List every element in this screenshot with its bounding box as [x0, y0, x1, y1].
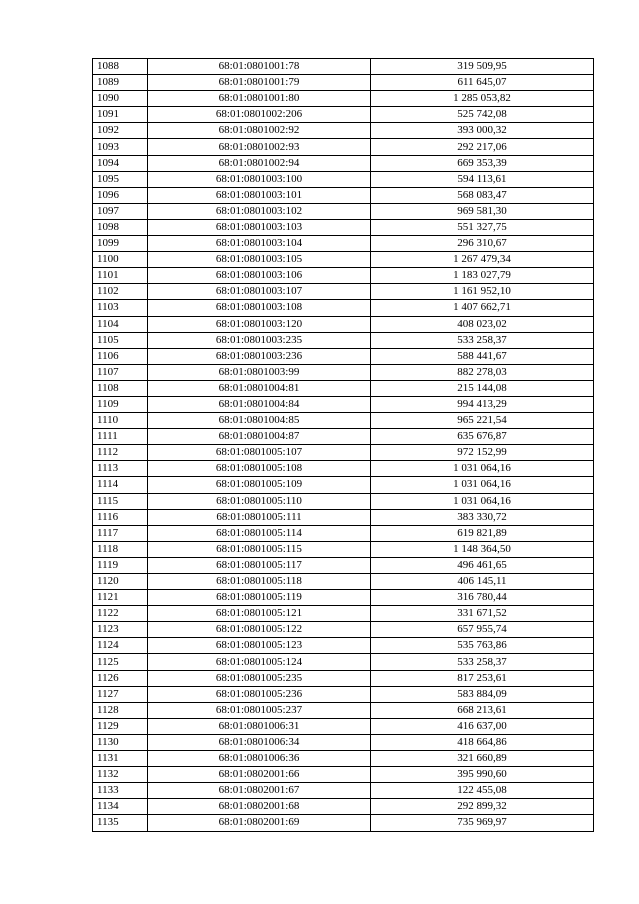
cadastral-number-cell: 68:01:0801003:235 — [148, 332, 371, 348]
table-row — [93, 268, 594, 284]
cadastral-number-cell: 68:01:0801003:120 — [148, 316, 371, 332]
table-row — [93, 541, 594, 557]
row-number-cell: 1111 — [93, 429, 148, 445]
row-number-cell: 1109 — [93, 396, 148, 412]
cadastral-number-cell: 68:01:0801003:102 — [148, 203, 371, 219]
row-number-cell: 1126 — [93, 670, 148, 686]
cadastral-value-cell: 383 330,72 — [371, 509, 594, 525]
cadastral-number-cell: 68:01:0801004:84 — [148, 396, 371, 412]
table-row — [93, 557, 594, 573]
table-row — [93, 300, 594, 316]
row-number-cell: 1096 — [93, 187, 148, 203]
table-row — [93, 155, 594, 171]
table-body — [93, 59, 594, 832]
table-row — [93, 171, 594, 187]
cadastral-number-cell: 68:01:0801005:114 — [148, 525, 371, 541]
row-number-cell: 1103 — [93, 300, 148, 316]
table-row — [93, 509, 594, 525]
table-row — [93, 219, 594, 235]
cadastral-number-cell: 68:01:0802001:66 — [148, 767, 371, 783]
row-number-cell: 1104 — [93, 316, 148, 332]
table-row — [93, 477, 594, 493]
cadastral-number-cell: 68:01:0801005:124 — [148, 654, 371, 670]
row-number-cell: 1090 — [93, 91, 148, 107]
cadastral-value-cell: 657 955,74 — [371, 622, 594, 638]
table-row — [93, 767, 594, 783]
cadastral-value-cell: 588 441,67 — [371, 348, 594, 364]
table-row — [93, 396, 594, 412]
cadastral-value-cell: 965 221,54 — [371, 413, 594, 429]
cadastral-value-cell: 525 742,08 — [371, 107, 594, 123]
cadastral-value-cell: 292 899,32 — [371, 799, 594, 815]
cadastral-number-cell: 68:01:0801003:101 — [148, 187, 371, 203]
row-number-cell: 1101 — [93, 268, 148, 284]
table-row — [93, 654, 594, 670]
cadastral-number-cell: 68:01:0801002:94 — [148, 155, 371, 171]
row-number-cell: 1115 — [93, 493, 148, 509]
table-row — [93, 734, 594, 750]
row-number-cell: 1128 — [93, 702, 148, 718]
cadastral-value-cell: 735 969,97 — [371, 815, 594, 831]
cadastral-value-cell: 568 083,47 — [371, 187, 594, 203]
cadastral-number-cell: 68:01:0801003:106 — [148, 268, 371, 284]
cadastral-value-cell: 292 217,06 — [371, 139, 594, 155]
row-number-cell: 1120 — [93, 574, 148, 590]
table-row — [93, 75, 594, 91]
cadastral-number-cell: 68:01:0801005:123 — [148, 638, 371, 654]
row-number-cell: 1112 — [93, 445, 148, 461]
row-number-cell: 1132 — [93, 767, 148, 783]
cadastral-number-cell: 68:01:0802001:69 — [148, 815, 371, 831]
row-number-cell: 1089 — [93, 75, 148, 91]
cadastral-number-cell: 68:01:0801005:236 — [148, 686, 371, 702]
cadastral-number-cell: 68:01:0801005:235 — [148, 670, 371, 686]
cadastral-value-cell: 408 023,02 — [371, 316, 594, 332]
table-row — [93, 429, 594, 445]
table-row — [93, 815, 594, 831]
cadastral-number-cell: 68:01:0801001:80 — [148, 91, 371, 107]
cadastral-value-cell: 416 637,00 — [371, 718, 594, 734]
cadastral-number-cell: 68:01:0801005:122 — [148, 622, 371, 638]
cadastral-value-cell: 668 213,61 — [371, 702, 594, 718]
cadastral-value-cell: 406 145,11 — [371, 574, 594, 590]
cadastral-value-cell: 1 031 064,16 — [371, 461, 594, 477]
cadastral-value-cell: 533 258,37 — [371, 654, 594, 670]
cadastral-number-cell: 68:01:0801002:93 — [148, 139, 371, 155]
table-row — [93, 638, 594, 654]
cadastral-number-cell: 68:01:0801003:108 — [148, 300, 371, 316]
row-number-cell: 1088 — [93, 59, 148, 75]
table-row — [93, 252, 594, 268]
cadastral-number-cell: 68:01:0801005:119 — [148, 590, 371, 606]
cadastral-value-cell: 1 407 662,71 — [371, 300, 594, 316]
cadastral-number-cell: 68:01:0801006:34 — [148, 734, 371, 750]
cadastral-number-cell: 68:01:0801003:105 — [148, 252, 371, 268]
cadastral-value-cell: 331 671,52 — [371, 606, 594, 622]
cadastral-value-cell: 316 780,44 — [371, 590, 594, 606]
table-row — [93, 751, 594, 767]
table-row — [93, 799, 594, 815]
cadastral-value-cell: 215 144,08 — [371, 380, 594, 396]
cadastral-number-cell: 68:01:0801002:92 — [148, 123, 371, 139]
cadastral-value-cell: 535 763,86 — [371, 638, 594, 654]
row-number-cell: 1134 — [93, 799, 148, 815]
row-number-cell: 1092 — [93, 123, 148, 139]
cadastral-value-cell: 611 645,07 — [371, 75, 594, 91]
row-number-cell: 1113 — [93, 461, 148, 477]
cadastral-number-cell: 68:01:0801003:236 — [148, 348, 371, 364]
cadastral-value-cell: 296 310,67 — [371, 236, 594, 252]
row-number-cell: 1110 — [93, 413, 148, 429]
table-row — [93, 574, 594, 590]
row-number-cell: 1098 — [93, 219, 148, 235]
cadastral-value-cell: 1 031 064,16 — [371, 477, 594, 493]
table-row — [93, 332, 594, 348]
cadastral-number-cell: 68:01:0801005:118 — [148, 574, 371, 590]
row-number-cell: 1106 — [93, 348, 148, 364]
cadastral-value-cell: 817 253,61 — [371, 670, 594, 686]
table-row — [93, 590, 594, 606]
row-number-cell: 1131 — [93, 751, 148, 767]
row-number-cell: 1105 — [93, 332, 148, 348]
table-row — [93, 525, 594, 541]
row-number-cell: 1116 — [93, 509, 148, 525]
table-row — [93, 364, 594, 380]
table-row — [93, 59, 594, 75]
table-row — [93, 203, 594, 219]
cadastral-number-cell: 68:01:0801005:110 — [148, 493, 371, 509]
cadastral-number-cell: 68:01:0801005:111 — [148, 509, 371, 525]
cadastral-value-cell: 882 278,03 — [371, 364, 594, 380]
row-number-cell: 1108 — [93, 380, 148, 396]
cadastral-value-cell: 1 267 479,34 — [371, 252, 594, 268]
row-number-cell: 1100 — [93, 252, 148, 268]
row-number-cell: 1099 — [93, 236, 148, 252]
table-row — [93, 670, 594, 686]
row-number-cell: 1102 — [93, 284, 148, 300]
row-number-cell: 1124 — [93, 638, 148, 654]
cadastral-number-cell: 68:01:0801003:103 — [148, 219, 371, 235]
cadastral-value-cell: 669 353,39 — [371, 155, 594, 171]
row-number-cell: 1129 — [93, 718, 148, 734]
cadastral-value-cell: 418 664,86 — [371, 734, 594, 750]
row-number-cell: 1133 — [93, 783, 148, 799]
cadastral-value-cell: 533 258,37 — [371, 332, 594, 348]
cadastral-value-cell: 496 461,65 — [371, 557, 594, 573]
cadastral-number-cell: 68:01:0801006:31 — [148, 718, 371, 734]
row-number-cell: 1094 — [93, 155, 148, 171]
cadastral-number-cell: 68:01:0801005:108 — [148, 461, 371, 477]
cadastral-number-cell: 68:01:0802001:68 — [148, 799, 371, 815]
cadastral-value-cell: 395 990,60 — [371, 767, 594, 783]
table-row — [93, 783, 594, 799]
table-row — [93, 139, 594, 155]
table-row — [93, 187, 594, 203]
table-row — [93, 445, 594, 461]
table-row — [93, 686, 594, 702]
cadastral-number-cell: 68:01:0801003:99 — [148, 364, 371, 380]
row-number-cell: 1123 — [93, 622, 148, 638]
table-row — [93, 718, 594, 734]
cadastral-number-cell: 68:01:0801001:78 — [148, 59, 371, 75]
cadastral-value-cell: 583 884,09 — [371, 686, 594, 702]
cadastral-value-cell: 122 455,08 — [371, 783, 594, 799]
table-row — [93, 606, 594, 622]
row-number-cell: 1091 — [93, 107, 148, 123]
row-number-cell: 1127 — [93, 686, 148, 702]
cadastral-value-cell: 972 152,99 — [371, 445, 594, 461]
row-number-cell: 1097 — [93, 203, 148, 219]
cadastral-value-cell: 969 581,30 — [371, 203, 594, 219]
row-number-cell: 1095 — [93, 171, 148, 187]
cadastral-value-cell: 1 148 364,50 — [371, 541, 594, 557]
row-number-cell: 1122 — [93, 606, 148, 622]
table-row — [93, 107, 594, 123]
cadastral-value-cell: 994 413,29 — [371, 396, 594, 412]
cadastral-value-cell: 1 161 952,10 — [371, 284, 594, 300]
cadastral-value-cell: 594 113,61 — [371, 171, 594, 187]
cadastral-number-cell: 68:01:0801005:115 — [148, 541, 371, 557]
row-number-cell: 1107 — [93, 364, 148, 380]
cadastral-value-cell: 551 327,75 — [371, 219, 594, 235]
cadastral-number-cell: 68:01:0801006:36 — [148, 751, 371, 767]
row-number-cell: 1135 — [93, 815, 148, 831]
row-number-cell: 1114 — [93, 477, 148, 493]
cadastral-number-cell: 68:01:0801005:107 — [148, 445, 371, 461]
cadastral-number-cell: 68:01:0801004:87 — [148, 429, 371, 445]
cadastral-number-cell: 68:01:0802001:67 — [148, 783, 371, 799]
cadastral-value-cell: 393 000,32 — [371, 123, 594, 139]
cadastral-number-cell: 68:01:0801004:81 — [148, 380, 371, 396]
row-number-cell: 1118 — [93, 541, 148, 557]
table-row — [93, 236, 594, 252]
table-row — [93, 380, 594, 396]
table-row — [93, 461, 594, 477]
cadastral-number-cell: 68:01:0801005:117 — [148, 557, 371, 573]
cadastral-value-cell: 619 821,89 — [371, 525, 594, 541]
cadastral-value-cell: 319 509,95 — [371, 59, 594, 75]
cadastral-value-table — [92, 58, 594, 832]
cadastral-number-cell: 68:01:0801005:121 — [148, 606, 371, 622]
cadastral-value-cell: 1 031 064,16 — [371, 493, 594, 509]
table-row — [93, 702, 594, 718]
cadastral-number-cell: 68:01:0801003:104 — [148, 236, 371, 252]
cadastral-number-cell: 68:01:0801005:109 — [148, 477, 371, 493]
row-number-cell: 1130 — [93, 734, 148, 750]
table-row — [93, 493, 594, 509]
cadastral-value-cell: 1 285 053,82 — [371, 91, 594, 107]
cadastral-number-cell: 68:01:0801003:100 — [148, 171, 371, 187]
table-row — [93, 622, 594, 638]
table-row — [93, 123, 594, 139]
table-row — [93, 348, 594, 364]
row-number-cell: 1125 — [93, 654, 148, 670]
table-row — [93, 284, 594, 300]
table-row — [93, 413, 594, 429]
row-number-cell: 1121 — [93, 590, 148, 606]
cadastral-number-cell: 68:01:0801004:85 — [148, 413, 371, 429]
row-number-cell: 1093 — [93, 139, 148, 155]
cadastral-number-cell: 68:01:0801001:79 — [148, 75, 371, 91]
cadastral-value-cell: 321 660,89 — [371, 751, 594, 767]
table-row — [93, 91, 594, 107]
cadastral-value-cell: 635 676,87 — [371, 429, 594, 445]
row-number-cell: 1117 — [93, 525, 148, 541]
cadastral-number-cell: 68:01:0801003:107 — [148, 284, 371, 300]
cadastral-number-cell: 68:01:0801005:237 — [148, 702, 371, 718]
row-number-cell: 1119 — [93, 557, 148, 573]
table-row — [93, 316, 594, 332]
cadastral-number-cell: 68:01:0801002:206 — [148, 107, 371, 123]
cadastral-value-cell: 1 183 027,79 — [371, 268, 594, 284]
